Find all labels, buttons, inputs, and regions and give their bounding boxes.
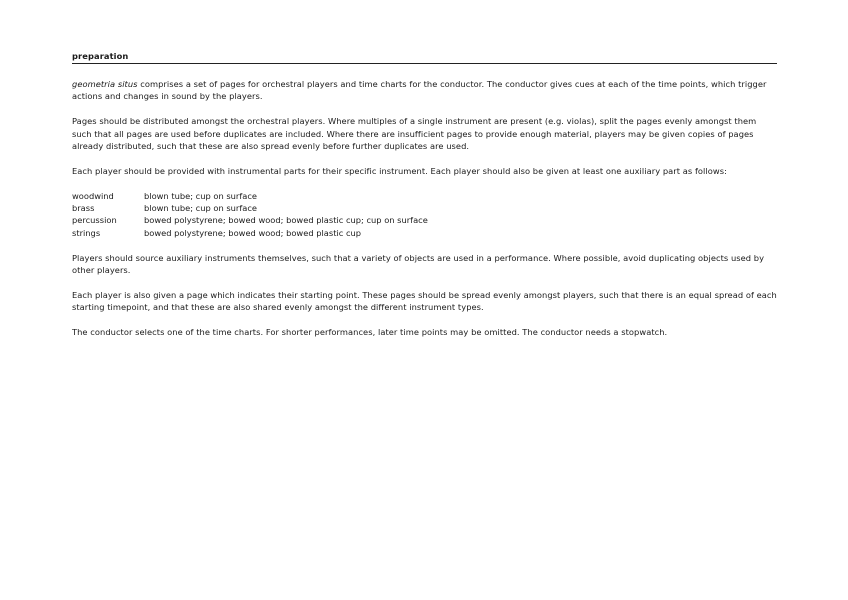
source-paragraph: Players should source auxiliary instruments themselves, such that a variety of objects are used in a performance. Where possible, avoid duplicating objects used by other players. bbox=[72, 252, 765, 276]
section-heading: preparation bbox=[72, 51, 777, 64]
conductor-paragraph: The conductor selects one of the time charts. For shorter performances, later time points may be omitted. The conductor needs a stopwatch. bbox=[72, 327, 668, 338]
instrument-family: brass bbox=[72, 203, 95, 214]
auxiliary-parts-table bbox=[72, 190, 428, 240]
intro-text: comprises a set of pages for orchestral players and time charts for the conductor. The conductor gives cues at each of the time points, which trigger actions and changes in sound by the players. bbox=[72, 79, 767, 102]
starting-point-paragraph: Each player is also given a page which indicates their starting point. These pages should be spread evenly amongst players, such that there is an equal spread of each starting timepoint, and that these are also shared evenly amongst the different instrument types. bbox=[72, 289, 777, 313]
instrument-family: strings bbox=[72, 227, 101, 238]
auxiliary-parts: blown tube; cup on surface bbox=[144, 190, 258, 201]
table-row bbox=[72, 227, 428, 239]
distribution-paragraph: Pages should be distributed amongst the orchestral players. Where multiples of a single instrument are present (e.g. violas), split the pages evenly amongst them such that all pages are used before duplicates are included. Where there are insufficient pages to provide enough material, players may be given copies of pages already distributed, such that these are also spread evenly before further duplicates are used. bbox=[72, 116, 757, 152]
parts-paragraph: Each player should be provided with instrumental parts for their specific instrument. Each player should also be given at least one auxiliary part as follows: bbox=[72, 165, 727, 176]
auxiliary-parts: bowed polystyrene; bowed wood; bowed plastic cup; cup on surface bbox=[144, 215, 428, 226]
preparation-section bbox=[72, 51, 777, 338]
table-row bbox=[72, 202, 428, 214]
auxiliary-parts: blown tube; cup on surface bbox=[144, 203, 258, 214]
intro-paragraph bbox=[72, 78, 777, 103]
instrument-family: percussion bbox=[72, 215, 117, 226]
work-title: geometria situs bbox=[72, 79, 138, 89]
table-row bbox=[72, 190, 428, 202]
instrument-family: woodwind bbox=[72, 190, 114, 201]
auxiliary-parts: bowed polystyrene; bowed wood; bowed plastic cup bbox=[144, 227, 362, 238]
table-row bbox=[72, 214, 428, 226]
